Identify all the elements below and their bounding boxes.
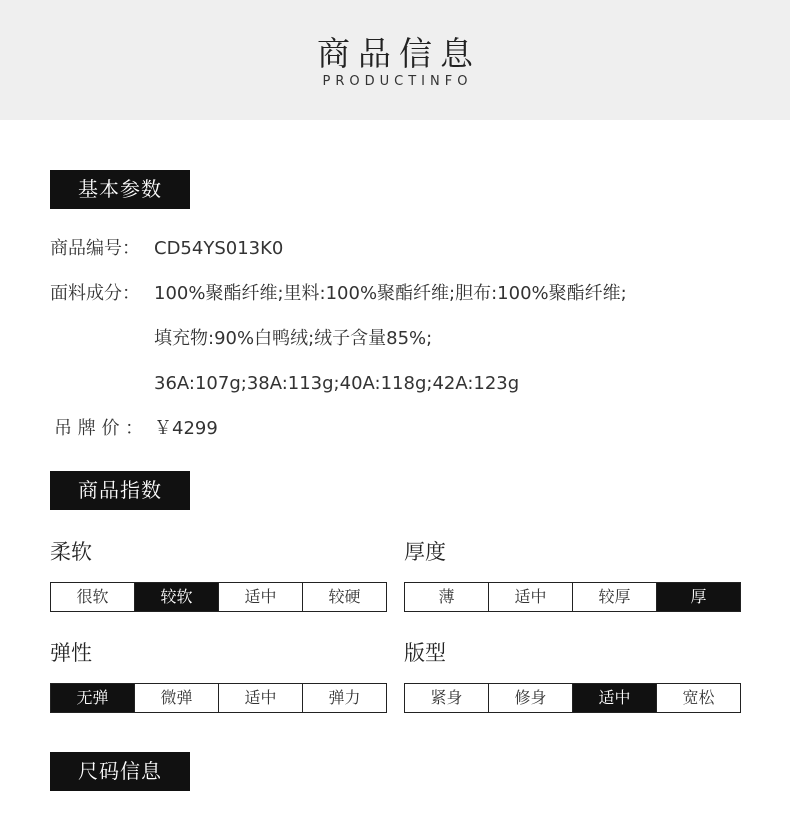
index-option: 紧身	[405, 684, 489, 712]
param-label-fabric: 面料成分：	[50, 283, 140, 304]
section-tag-index: 商品指数	[50, 471, 190, 510]
index-bar-thickness	[404, 582, 741, 612]
section-tag-size: 尺码信息	[50, 752, 190, 791]
index-bar-elasticity	[50, 683, 387, 713]
index-option: 宽松	[657, 684, 740, 712]
index-option: 薄	[405, 583, 489, 611]
page-title: 商品信息	[317, 34, 481, 73]
index-title-elasticity: 弹性	[50, 641, 92, 665]
index-option: 很软	[51, 583, 135, 611]
index-title-fit: 版型	[404, 641, 446, 665]
param-value-fabric-2: 填充物:90%白鸭绒;绒子含量85%;	[154, 328, 433, 349]
index-option: 适中	[573, 684, 657, 712]
index-option: 较硬	[303, 583, 386, 611]
index-option: 适中	[489, 583, 573, 611]
index-bar-softness	[50, 582, 387, 612]
index-option: 厚	[657, 583, 740, 611]
index-option: 修身	[489, 684, 573, 712]
index-option: 较厚	[573, 583, 657, 611]
param-value-price: ￥4299	[154, 418, 218, 439]
index-option: 适中	[219, 583, 303, 611]
param-label-code: 商品编号：	[50, 238, 140, 259]
param-value-fabric-3: 36A:107g;38A:113g;40A:118g;42A:123g	[154, 373, 520, 394]
index-option: 微弹	[135, 684, 219, 712]
index-option: 无弹	[51, 684, 135, 712]
param-value-code: CD54YS013K0	[154, 238, 284, 259]
page-subtitle: PRODUCTINFO	[322, 74, 473, 89]
param-row-code	[50, 237, 283, 261]
index-title-softness: 柔软	[50, 540, 92, 564]
index-bar-fit	[404, 683, 741, 713]
param-row-price	[54, 417, 218, 441]
index-option: 适中	[219, 684, 303, 712]
param-label-price: 吊 牌 价 ：	[54, 418, 144, 439]
param-row-fabric	[50, 282, 627, 306]
param-value-fabric-1: 100%聚酯纤维;里料:100%聚酯纤维;胆布:100%聚酯纤维;	[154, 283, 627, 304]
section-tag-basic: 基本参数	[50, 170, 190, 209]
index-option: 弹力	[303, 684, 386, 712]
index-title-thickness: 厚度	[404, 540, 446, 564]
index-option: 较软	[135, 583, 219, 611]
